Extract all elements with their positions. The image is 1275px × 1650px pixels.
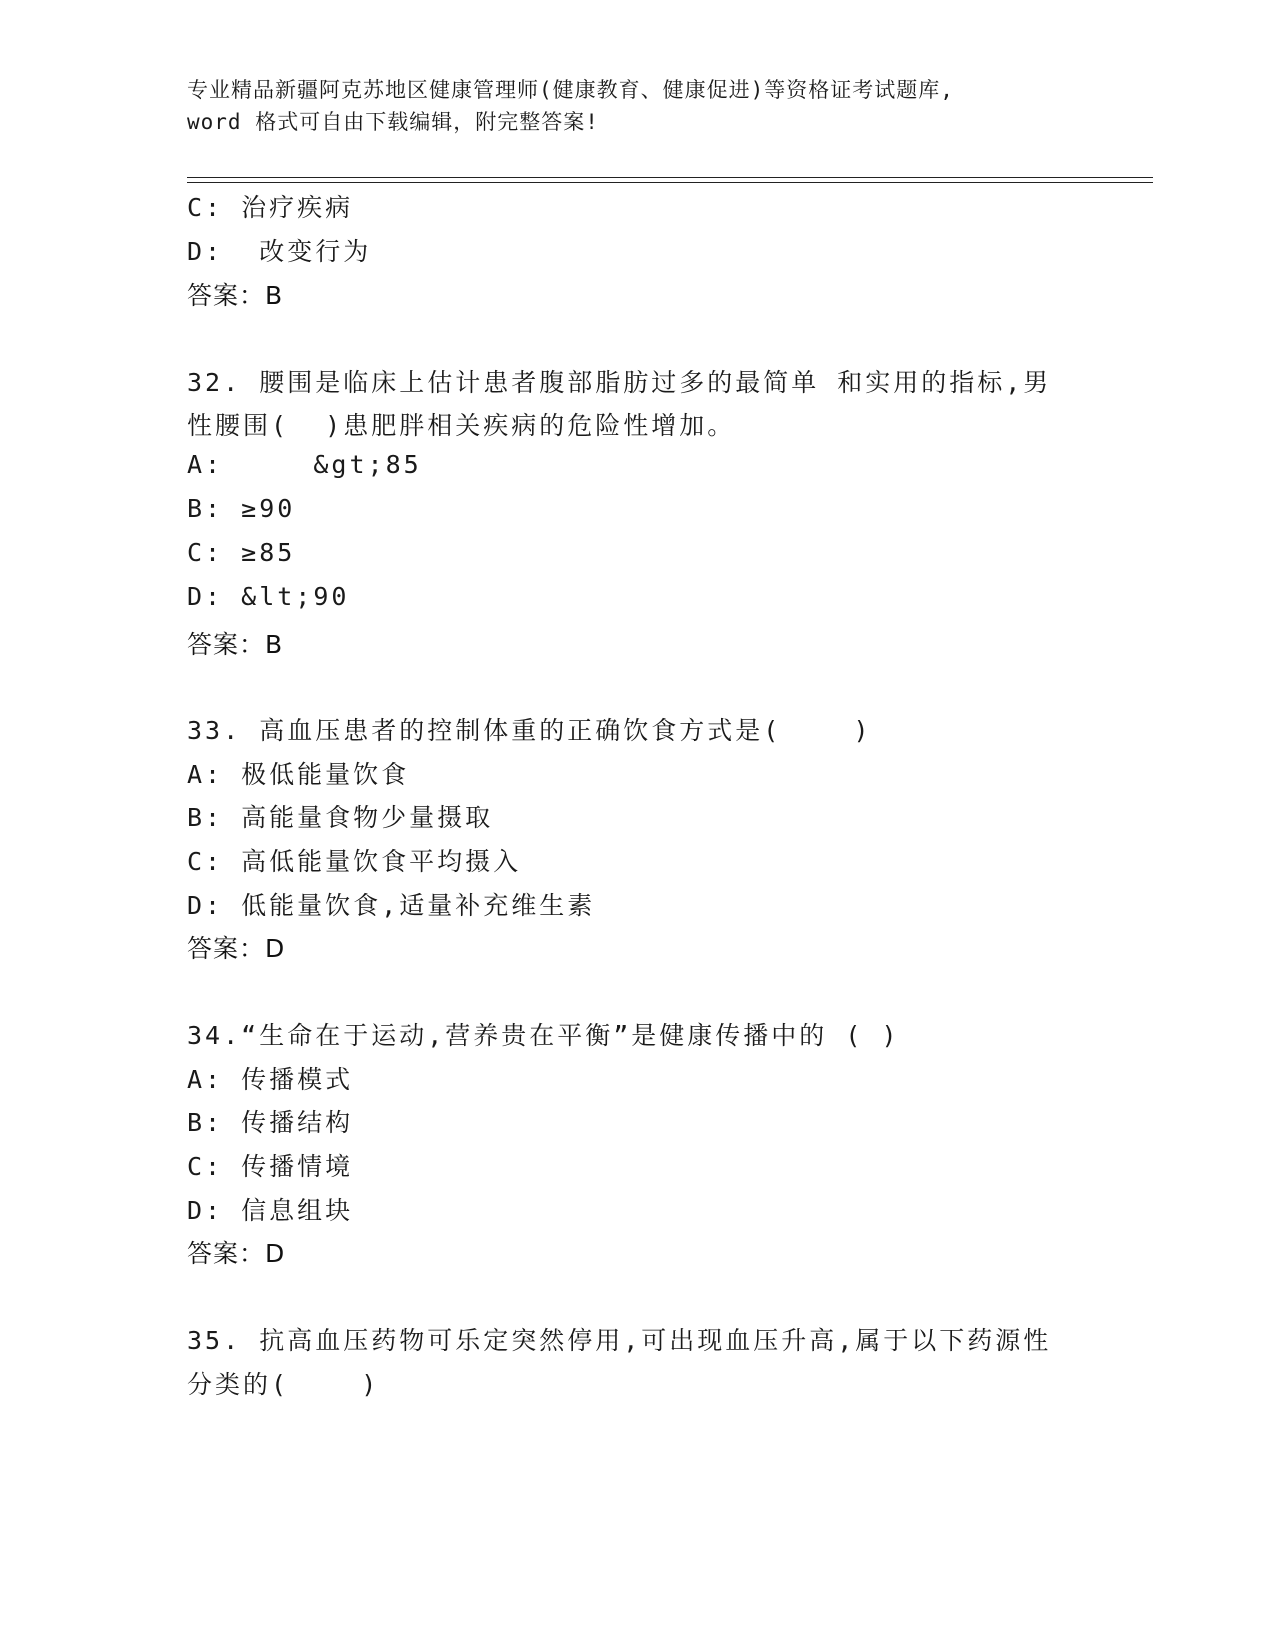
q32-stem-line-2: 性腰围( )患肥胖相关疾病的危险性增加。 (187, 411, 736, 440)
q31-option-d: D: 改变行为 (187, 237, 372, 266)
q32-option-a: A: &gt;85 (187, 450, 422, 479)
header-divider-bottom (187, 182, 1153, 183)
q35-stem-line-1: 35. 抗高血压药物可乐定突然停用,可出现血压升高,属于以下药源性 (187, 1326, 1052, 1355)
q34-stem: 34.“生命在于运动,营养贵在平衡”是健康传播中的 ( ) (187, 1021, 900, 1050)
q32-option-b: B: ≥90 (187, 494, 296, 523)
header-divider-top (187, 177, 1153, 178)
header-line-2: word 格式可自由下载编辑，附完整答案! (187, 110, 599, 134)
q33-answer: 答案：D (187, 934, 286, 963)
document-header (187, 74, 1067, 138)
q33-stem: 33. 高血压患者的控制体重的正确饮食方式是( ) (187, 716, 872, 745)
q32-stem-line-1: 32. 腰围是临床上估计患者腹部脂肪过多的最简单 和实用的指标,男 (187, 368, 1052, 397)
q34-option-c: C: 传播情境 (187, 1152, 354, 1181)
q34-option-a: A: 传播模式 (187, 1065, 354, 1094)
q33-option-a: A: 极低能量饮食 (187, 760, 410, 789)
q35-stem-line-2: 分类的( ) (187, 1370, 380, 1399)
q34-answer: 答案：D (187, 1239, 286, 1268)
q33-option-c: C: 高低能量饮食平均摄入 (187, 847, 522, 876)
q32-option-d: D: &lt;90 (187, 582, 350, 611)
q34-option-d: D: 信息组块 (187, 1196, 354, 1225)
q33-option-d: D: 低能量饮食,适量补充维生素 (187, 891, 596, 920)
q33-option-b: B: 高能量食物少量摄取 (187, 803, 494, 832)
q32-option-c: C: ≥85 (187, 538, 296, 567)
q31-answer: 答案：B (187, 281, 284, 310)
q31-option-c: C: 治疗疾病 (187, 193, 354, 222)
q32-answer: 答案：B (187, 630, 284, 659)
header-line-1: 专业精品新疆阿克苏地区健康管理师(健康教育、健康促进)等资格证考试题库, (187, 78, 954, 102)
q34-option-b: B: 传播结构 (187, 1108, 354, 1137)
